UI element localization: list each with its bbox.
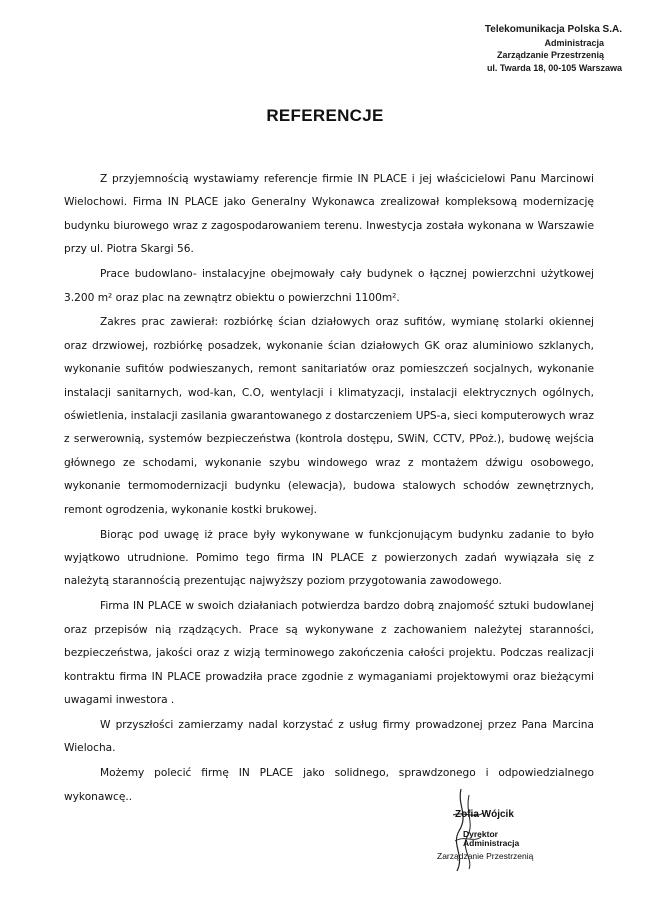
paragraph: Biorąc pod uwagę iż prace były wykonywane w funkcjonującym budynku zadanie to było wyjątkowo utrudnione. Pomimo tego firma IN PLACE z powierzonych zadań wywiązała się z należytą starannością prezentując najwyższy poziom przygotowania zawodowego.	[64, 528, 594, 588]
signatory-division: Zarządzanie Przestrzenią	[437, 851, 534, 861]
signatory-title	[463, 830, 519, 848]
signatory-department: Administracja	[463, 838, 520, 848]
signatory-position: Dyrektor	[463, 829, 498, 839]
signature-stamp	[425, 785, 605, 875]
letterhead	[362, 24, 622, 74]
document-title: REFERENCJE	[266, 106, 384, 125]
department-name: Administracja	[544, 37, 604, 48]
paragraph: Firma IN PLACE w swoich działaniach potwierdza bardzo dobrą znajomość sztuki budowlanej oraz przepisów nią rządzących. Prace są wykonywane z zachowaniem należytej staranności, bezpieczeństwa, jakości oraz z wizją terminowego zakończenia całości projektu. Podczas realizacji kontraktu firma IN PLACE prowadziła prace zgodnie z wymaganiami projektowymi oraz bieżącymi uwagami inwestora .	[64, 600, 594, 706]
paragraph: Z przyjemnością wystawiamy referencje firmie IN PLACE i jej właścicielowi Panu Marcinowi Wielochowi. Firma IN PLACE jako Generalny Wykonawca zrealizował kompleksową modernizację budynku biurowego wraz z zagospodarowaniem terenu. Inwestycja została wykonana w Warszawie przy ul. Piotra Skargi 56.	[64, 173, 594, 256]
company-name: Telekomunikacja Polska S.A.	[484, 24, 622, 35]
paragraph: Prace budowlano- instalacyjne obejmowały cały budynek o łącznej powierzchni użytkowej 3.200 m² oraz plac na zewnątrz obiektu o powierzchni 1100m².	[64, 268, 594, 304]
division-name: Zarządzanie Przestrzenią	[496, 50, 604, 60]
letter-body	[64, 168, 594, 810]
paragraph: W przyszłości zamierzamy nadal korzystać z usług firmy prowadzonej przez Pana Marcina Wielocha.	[64, 718, 594, 755]
company-address: ul. Twarda 18, 00-105 Warszawa	[486, 62, 622, 73]
paragraph: Możemy polecić firmę IN PLACE jako solidnego, sprawdzonego i odpowiedzialnego wykonawcę..	[64, 767, 594, 803]
signatory-name: Zofia Wójcik	[455, 809, 514, 820]
paragraph: Zakres prac zawierał: rozbiórkę ścian działowych oraz sufitów, wymianę stolarki okiennej oraz drzwiowej, rozbiórkę posadzek, wykonanie ścian działowych GK oraz aluminiowo szklanych, wykonanie sufitów podwieszanych, remont sanitariatów oraz pomieszczeń socjalnych, wykonanie instalacji sanitarnych, wod-kan, C.O, wentylacji i klimatyzacji, instalacji elektrycznych ogólnych, oświetlenia, instalacji zasilania gwarantowanego z dostarczeniem UPS-a, sieci komputerowych wraz z serwerownią, systemów bezpieczeństwa (kontrola dostępu, SWiN, CCTV, PPoż.), budowę wejścia głównego ze schodami, wykonanie szybu windowego wraz z montażem dźwigu osobowego, wykonanie termomodernizacji budynku (elewacja), budowa stalowych schodów zewnętrznych, remont ogrodzenia, wykonanie kostki brukowej.	[64, 316, 594, 516]
